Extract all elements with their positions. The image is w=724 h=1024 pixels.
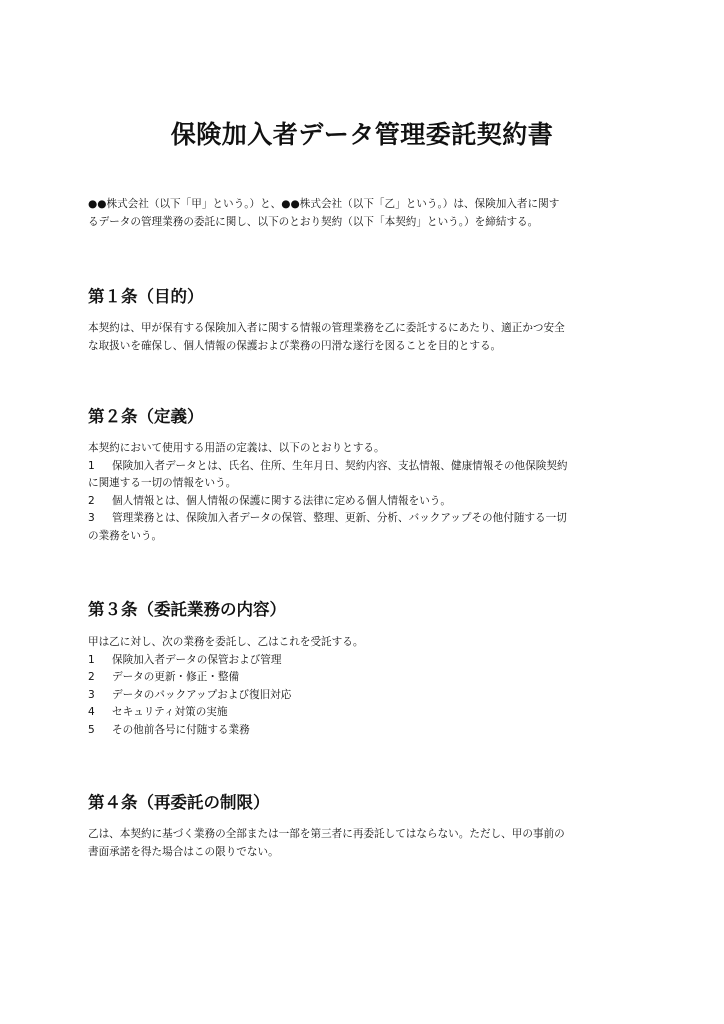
article-3-body [88, 634, 648, 739]
task-item [88, 652, 648, 670]
item-number: 5 [88, 723, 95, 736]
preamble-line: るデータの管理業務の委託に関し、以下のとおり契約（以下「本契約」という。）を締結する。 [88, 215, 539, 228]
definition-item [88, 510, 648, 528]
article-4-heading: 第４条（再委託の制限） [88, 793, 270, 812]
article-3-intro: 甲は乙に対し、次の業務を委託し、乙はこれを受託する。 [88, 636, 364, 648]
item-text: その他前各号に付随する業務 [112, 723, 250, 736]
task-item [88, 704, 648, 722]
item-text: データのバックアップおよび復旧対応 [112, 688, 292, 701]
item-text: 保険加入者データの保管および管理 [112, 653, 282, 666]
preamble [88, 196, 648, 231]
item-number: 1 [88, 653, 95, 666]
item-text: 保険加入者データとは、氏名、住所、生年月日、契約内容、支払情報、健康情報その他保険契約 [112, 459, 568, 472]
article-3-heading: 第３条（委託業務の内容） [88, 600, 286, 619]
article-4-body [88, 826, 648, 861]
article-1-line: な取扱いを確保し、個人情報の保護および業務の円滑な遂行を図ることを目的とする。 [88, 339, 502, 352]
item-continuation: に関連する一切の情報をいう。 [88, 477, 237, 489]
item-number: 4 [88, 706, 95, 718]
article-1-heading: 第１条（目的） [88, 287, 204, 306]
preamble-line: ●●株式会社（以下「甲」という。）と、●●株式会社（以下「乙」という。）は、保険加入者に関す [88, 198, 560, 210]
definition-item [88, 458, 648, 476]
item-number: 3 [88, 512, 95, 524]
article-4-line: 書面承諾を得た場合はこの限りでない。 [88, 845, 279, 858]
item-number: 1 [88, 459, 95, 472]
article-2-heading: 第２条（定義） [88, 407, 204, 426]
item-number: 2 [88, 494, 95, 507]
article-2-body [88, 440, 648, 545]
definition-item [88, 493, 648, 511]
article-1-line: 本契約は、甲が保有する保険加入者に関する情報の管理業務を乙に委託するにあたり、適正かつ安全 [88, 322, 565, 334]
document-title: 保険加入者データ管理委託契約書 [170, 120, 554, 149]
item-text: セキュリティ対策の実施 [112, 706, 228, 718]
task-item [88, 722, 648, 740]
item-text: 管理業務とは、保険加入者データの保管、整理、更新、分析、バックアップその他付随する一切 [112, 512, 567, 524]
article-2-intro: 本契約において使用する用語の定義は、以下のとおりとする。 [88, 442, 385, 454]
article-1-body [88, 320, 648, 355]
item-number: 3 [88, 688, 95, 701]
item-continuation: の業務をいう。 [88, 529, 163, 542]
article-4-line: 乙は、本契約に基づく業務の全部または一部を第三者に再委託してはならない。ただし、甲の事前の [88, 828, 565, 840]
item-text: データの更新・修正・整備 [112, 671, 240, 683]
item-text: 個人情報とは、個人情報の保護に関する法律に定める個人情報をいう。 [112, 494, 451, 507]
item-number: 2 [88, 671, 95, 683]
task-item [88, 687, 648, 705]
task-item [88, 669, 648, 687]
